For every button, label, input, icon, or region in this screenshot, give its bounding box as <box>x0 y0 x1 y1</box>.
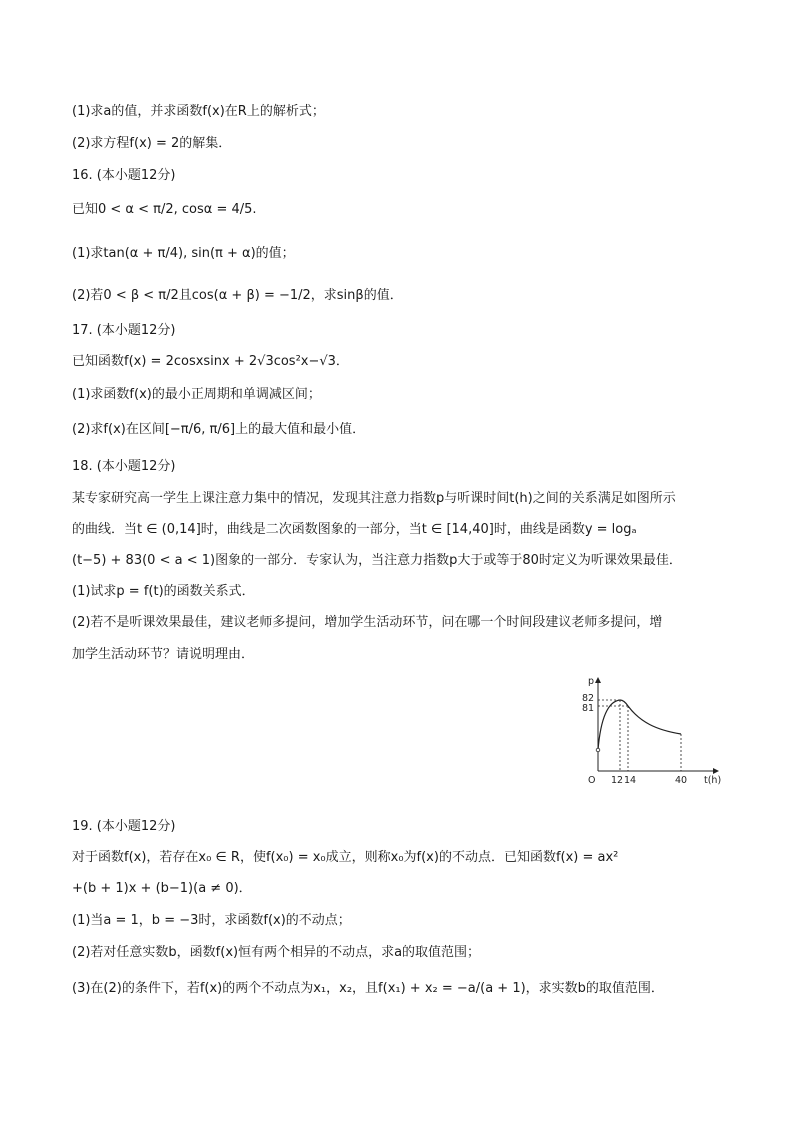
q16-stem: 已知0 < α < π/2, cosα = 4/5. <box>72 202 257 217</box>
q18-part2-line2: 加学生活动环节？请说明理由． <box>72 647 255 662</box>
q18-stem-line1: 某专家研究高一学生上课注意力集中的情况，发现其注意力指数p与听课时间t(h)之间的关系满足如图所示 <box>72 491 676 506</box>
attention-graph <box>568 672 724 788</box>
x-axis-label: t(h) <box>704 775 722 786</box>
q17-stem: 已知函数f(x) = 2cosxsinx + 2√3cos²x−√3． <box>72 354 349 369</box>
q15-part2: (2)求方程f(x) = 2的解集． <box>72 136 232 151</box>
q19-stem-line2: +(b + 1)x + (b−1)(a ≠ 0)． <box>72 881 252 896</box>
q17-part1: (1)求函数f(x)的最小正周期和单调减区间； <box>72 387 321 402</box>
q16-header: 16. (本小题12分) <box>72 168 176 183</box>
q17-header: 17. (本小题12分) <box>72 323 176 338</box>
q19-part1: (1)当a = 1，b = −3时，求函数f(x)的不动点； <box>72 913 351 928</box>
q18-stem-line3: (t−5) + 83(0 < a < 1)图象的一部分．专家认为，当注意力指数p大于或等于80时定义为听课效果最佳． <box>72 553 682 568</box>
q19-header: 19. (本小题12分) <box>72 819 176 834</box>
q19-part3: (3)在(2)的条件下，若f(x)的两个不动点为x₁，x₂，且f(x₁) + x₂ = −a/(a + 1)，求实数b的取值范围． <box>72 981 664 996</box>
x-tick-14: 14 <box>624 775 637 786</box>
q19-part2: (2)若对任意实数b，函数f(x)恒有两个相异的不动点，求a的取值范围； <box>72 945 481 960</box>
q18-part2-line1: (2)若不是听课效果最佳，建议老师多提问，增加学生活动环节，问在哪一个时间段建议老师多提问，增 <box>72 615 663 630</box>
q18-header: 18. (本小题12分) <box>72 459 176 474</box>
q17-part2: (2)求f(x)在区间[−π/6, π/6]上的最大值和最小值． <box>72 422 366 437</box>
attention-curve <box>598 700 681 750</box>
y-axis-label: p <box>588 676 595 687</box>
y-tick-81: 81 <box>582 703 595 714</box>
q16-part2: (2)若0 < β < π/2且cos(α + β) = −1/2，求sinβ的值． <box>72 288 403 303</box>
origin-label: O <box>588 775 596 786</box>
q18-part1: (1)试求p = f(t)的函数关系式． <box>72 584 255 599</box>
q15-part1: (1)求a的值，并求函数f(x)在R上的解析式； <box>72 104 325 119</box>
x-tick-40: 40 <box>675 775 688 786</box>
q18-stem-line2: 的曲线．当t ∈ (0,14]时，曲线是二次函数图象的一部分，当t ∈ [14,40]时，曲线是函数y = logₐ <box>72 522 637 537</box>
y-tick-82: 82 <box>582 693 595 704</box>
q16-part1: (1)求tan(α + π/4), sin(π + α)的值； <box>72 246 295 261</box>
x-tick-12: 12 <box>611 775 624 786</box>
q19-stem-line1: 对于函数f(x)，若存在x₀ ∈ R，使f(x₀) = x₀成立，则称x₀为f(x)的不动点．已知函数f(x) = ax² <box>72 850 619 865</box>
